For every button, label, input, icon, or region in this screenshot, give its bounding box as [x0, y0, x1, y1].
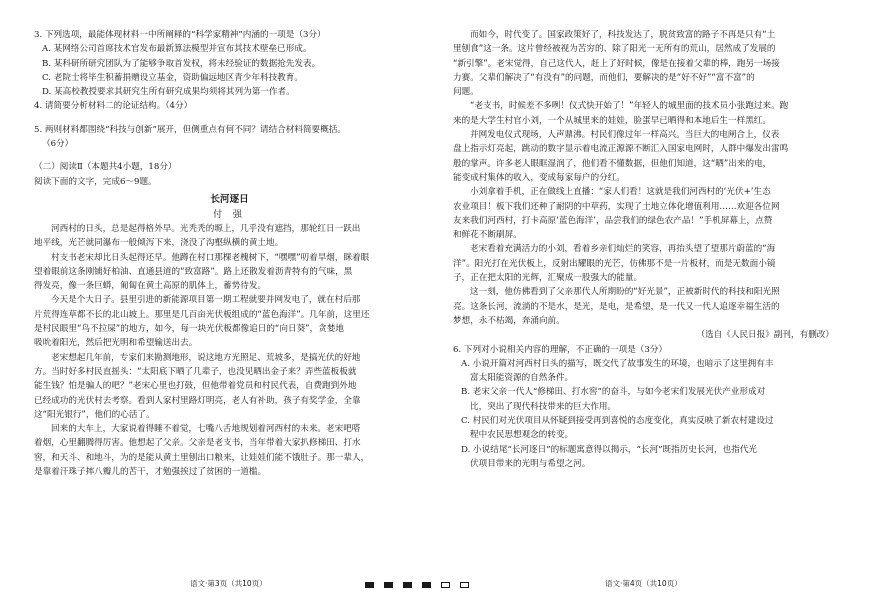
q3-option-b: B. 某科研所研究团队为了能够争取首发权，将未经验证的数据抢先发表。	[42, 58, 321, 69]
story-line: 老宋想起几年前，专家们来勘测地形，说这地方光照足、荒坡多，是搞光伏的好地	[51, 352, 361, 363]
story-line: 和鲜花不断刷屏。	[453, 230, 522, 241]
q6-option-line: 富太阳能资源的自然条件。	[470, 373, 574, 384]
story-line: 是村民眼里“鸟不拉屎”的地方，如今，每一块光伏板都像追日的“向日葵”，贪婪地	[34, 324, 344, 335]
story-line: “老支书，时候差不多咧！仪式快开始了！”年轻人的城里面的技术员小张跑过来。跑	[470, 101, 789, 112]
story-line: 盘上指示灯亮起，跳动的数字显示着电流正源源不断汇入国家电网时，人群中爆发出雷鸣	[453, 144, 789, 155]
page-number-left: 语文·第3页（共10页）	[190, 579, 267, 588]
story-text-left	[34, 222, 425, 479]
story-line: 梦想，永不枯竭，奔涌向前。	[453, 315, 565, 326]
story-line: 老宋看着充满活力的小刘，看着乡亲们灿烂的笑容，再抬头望了望那片蔚蓝的“海	[470, 244, 776, 255]
story-line: 友来我们河西村，打卡高原‘蓝色海洋’，品尝我们的绿色农产品！”手机屏幕上，点赞	[453, 215, 773, 226]
print-registration-marks	[365, 582, 469, 588]
registration-mark	[422, 582, 431, 588]
story-line: 地平线，光芒就同瀑布一般倾泻下来，浇没了沟壑纵横的黄土地。	[34, 238, 284, 249]
registration-mark	[441, 582, 450, 588]
story-line: 窖，和天斗、和地斗，为的是能从黄土里刨出口粮来，让娃娃们能不饿肚子。那一辈人，	[34, 452, 370, 463]
story-line: 着烟，心里翻腾得厉害。他想起了父亲。父亲是老支书，当年带着大家扒修梯田、打水	[34, 438, 361, 449]
story-line: 亮。这条长河，流淌的不是水，是光，是电，是希望，是一代又一代人追逐幸福生活的	[453, 301, 780, 312]
story-line: 农业项目！板下我们还种了耐阴的中草药，实现了土地立体化增值利用……欢迎各位网	[453, 201, 780, 212]
story-line: 这“阳光银行”，他们的心活了。	[34, 409, 155, 420]
right-page	[435, 0, 870, 599]
story-line: 能变成村集体的收入，变成每家每户的分红。	[453, 172, 625, 183]
story-line: 是靠着汗珠子摔八瓣儿的苦干，才勉强挨过了贫困的一道槛。	[34, 467, 267, 478]
q5-points: （6分）	[42, 139, 74, 150]
q6-stem: 6. 下列对小说相关内容的理解，不正确的一项是（3分）	[453, 344, 668, 355]
q6-option-line: 伏项目带来的光明与希望之河。	[470, 458, 591, 469]
story-line: 并网发电仪式现场，人声鼎沸。村民们像过年一样高兴。当巨大的电闸合上，仪表	[470, 130, 780, 141]
story-author: 付 强	[213, 209, 246, 220]
story-line: 般的掌声。许多老人眼眶湿润了，他们看不懂数据，但他们知道，这“晒”出来的电，	[453, 158, 772, 169]
story-line: 望着眼前这条刚铺好柏油、直通县道的“致富路”。路上还散发着沥青特有的气味，黑	[34, 266, 353, 277]
story-line: 已经成功的光伏村去考察。看到人家村里路灯明亮，老人有补助，孩子有奖学金，全靠	[34, 395, 361, 406]
story-line: 子，正在把太阳的光辉，汇聚成一股强大的能量。	[453, 273, 643, 284]
q6-option-line: 程中农民思想观念的转变。	[470, 430, 574, 441]
story-source: （选自《人民日报》副刊，有删改）	[696, 330, 834, 341]
story-line: 洋”。阳光打在光伏板上，反射出耀眼的光芒，仿佛那不是一片板材，而是无数面小镜	[453, 258, 776, 269]
story-line: 得发亮，像一条巨蟒，匍匐在黄土高原的肌体上，蓄势待发。	[34, 281, 267, 292]
registration-mark	[384, 582, 393, 588]
reading-instruction: 阅读下面的文字，完成6～9题。	[34, 176, 157, 187]
story-line: “新引擎”。老宋觉得，自己这代人，赶上了好时候，像是在接着父辈的棒，跑另一场接	[453, 58, 780, 69]
story-line: 来的是大学生村官小刘，一个从城里来的娃娃，脸蛋早已晒得和本地后生一样黑红。	[453, 115, 771, 126]
story-line: 问题。	[453, 87, 479, 98]
story-line: 能生钱？怕是骗人的吧？”老宋心里也打鼓，但他带着党员和村民代表，自费跑到外地	[34, 381, 357, 392]
registration-mark	[403, 582, 412, 588]
story-line: 河西村的日头，总是起得格外早。光秃秃的塬上，几乎没有遮挡，那轮红日一跃出	[51, 223, 361, 234]
story-line: 而如今，时代变了。国家政策好了，科技发达了，脱贫致富的路子不再是只有“土	[470, 30, 776, 40]
q3-stem: 3. 下列选项，最能体现材料一中所阐释的“科学家精神”内涵的一项是（3分）	[34, 30, 326, 40]
story-line: 力赛。父辈们解决了“有没有”的问题，而他们，要解决的是“好不好”“富不富”的	[453, 72, 755, 83]
q3-option-a: A. 某网络公司首席技术官发布最新算法模型并宣布其技术壁垒已形成。	[42, 44, 312, 55]
q4-stem: 4. 请简要分析材料二的论证结构。（4分）	[34, 101, 193, 112]
story-text-right	[453, 28, 844, 328]
page-number-right: 语文·第4页（共10页）	[605, 579, 682, 588]
q6-options	[453, 357, 844, 471]
q6-option-line: B. 老宋父亲一代人“修梯田、打水窖”的奋斗，与如今老宋们发展光伏产业形成对	[461, 387, 766, 398]
registration-mark	[460, 582, 469, 588]
registration-mark	[365, 582, 374, 588]
story-line: 片荒得连草都不长的北山坡上。那里是几百亩光伏板组成的“蓝色海洋”。几年前，这里还	[34, 309, 370, 320]
section-heading: （二）阅读Ⅱ（本题共4小题，18分）	[34, 162, 177, 173]
q6-option-line: D. 小说结尾“长河逐日”的标题寓意得以揭示，“长河”既指历史长河，也指代光	[461, 444, 758, 455]
story-line: 今天是个大日子。县里引进的新能源项目第一期工程就要并网发电了，就在村后那	[51, 295, 361, 306]
q6-option-line: A. 小说开篇对河西村日头的描写，既交代了故事发生的环境，也暗示了这里拥有丰	[461, 358, 774, 369]
q3-option-c: C. 老院士将毕生积蓄捐赠设立基金，资助偏远地区青少年科技教育。	[42, 72, 303, 83]
story-line: 吸吮着阳光，然后把光明和希望输送出去。	[34, 338, 198, 349]
story-title: 长河逐日	[210, 193, 249, 205]
q6-option-line: C. 村民们对光伏项目从怀疑到接受再到喜悦的态度变化，真实反映了新农村建设过	[461, 416, 774, 427]
q3-option-d: D. 某高校教授要求其研究生所有研究成果均须将其列为第一作者。	[42, 87, 295, 98]
story-line: 小刘拿着手机，正在做线上直播：“家人们看！这就是我们河西村的‘光伏+’生态	[470, 187, 771, 198]
story-line: 这一刻，他仿佛看到了父亲那代人所期盼的“好光景”，正被新时代的科技和阳光照	[470, 287, 780, 298]
q5-stem: 5. 两则材料都围绕“科技与创新”展开，但侧重点有何不同？请结合材料简要概括。	[34, 124, 346, 135]
story-line: 方。当时好多村民直摇头：“太阳底下晒了几辈子，也没见晒出金子来？弄些蓝板板就	[34, 366, 357, 377]
story-line: 村支书老宋却比日头起得还早。他蹲在村口那棵老槐树下，“嘿嘿”叨着旱烟，眯着眼	[51, 252, 370, 263]
q6-option-line: 比，突出了现代科技带来的巨大作用。	[470, 401, 617, 412]
story-line: 里刨食”这一条。这片曾经被视为苦穷的、除了阳光一无所有的荒山，居然成了发展的	[453, 44, 776, 55]
story-line: 回来的大车上，大家说着得睡不着觉，七嘴八舌地规划着河西村的未来。老宋吧嗒	[51, 424, 361, 435]
